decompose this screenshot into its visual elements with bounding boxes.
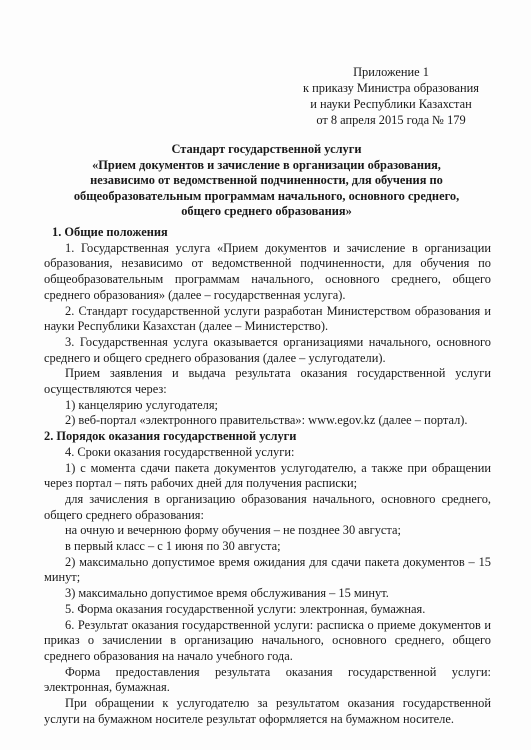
paragraph: 1. Государственная услуга «Прием документов и зачисление в организации образования, независимо от ведомственной подчиненности, для обучения по общеобразовательным программам начального, основного среднего, общего среднего образования» (далее – государственная услуга). bbox=[44, 240, 491, 302]
appendix-block bbox=[303, 64, 479, 128]
paragraph: 2. Стандарт государственной услуги разработан Министерством образования и науки Республики Казахстан (далее – Министерство). bbox=[44, 303, 491, 334]
paragraph: Форма предоставления результата оказания государственной услуги: электронная, бумажная. bbox=[44, 664, 491, 695]
paragraph: на очную и вечернюю форму обучения – не позднее 30 августа; bbox=[65, 523, 401, 538]
title-line: общего среднего образования» bbox=[181, 204, 352, 218]
paragraph: в первый класс – с 1 июня по 30 августа; bbox=[65, 539, 281, 554]
paragraph: При обращении к услугодателю за результатом оказания государственной услуги на бумажном носителе результат оформляется на бумажном носителе. bbox=[44, 696, 491, 726]
appendix-line: к приказу Министра образования bbox=[303, 81, 479, 95]
title-line: независимо от ведомственной подчиненности, для обучения по bbox=[90, 173, 443, 187]
paragraph: 2) веб-портал «электронного правительства»: www.egov.kz (далее – портал). bbox=[65, 413, 468, 428]
paragraph: 3. Государственная услуга оказывается организациями начального, основного среднего и общего среднего образования (далее – услугодатели). bbox=[44, 334, 491, 365]
paragraph: Прием заявления и выдача результата оказания государственной услуги осуществляются через: bbox=[44, 366, 491, 397]
paragraph: 5. Форма оказания государственной услуги: электронная, бумажная. bbox=[65, 601, 426, 616]
title-line: общеобразовательным программам начального, основного среднего, bbox=[73, 188, 460, 203]
section-heading: 2. Порядок оказания государственной услуги bbox=[44, 429, 297, 444]
paragraph: 3) максимально допустимое время обслуживания – 15 минут. bbox=[65, 586, 389, 601]
paragraph: 1) с момента сдачи пакета документов услугодателю, а также при обращении через портал – пять рабочих дней для получения расписки; bbox=[44, 460, 491, 491]
paragraph: для зачисления в организацию образования начального, основного среднего, общего среднего образования: bbox=[44, 491, 491, 522]
appendix-line: и науки Республики Казахстан bbox=[310, 97, 472, 111]
paragraph: 4. Сроки оказания государственной услуги: bbox=[65, 444, 295, 459]
title-line: Стандарт государственной услуги bbox=[171, 142, 362, 156]
appendix-line: Приложение 1 bbox=[353, 65, 429, 79]
title-line: «Прием документов и зачисление в организации образования, bbox=[92, 157, 441, 172]
document-title bbox=[44, 142, 489, 220]
paragraph: 2) максимально допустимое время ожидания для сдачи пакета документов – 15 минут; bbox=[44, 554, 491, 585]
paragraph: 6. Результат оказания государственной услуги: расписка о приеме документов и приказ о зачислении в организацию начального, основного среднего, общего среднего образования на начало учебного года. bbox=[44, 617, 491, 663]
document-body bbox=[44, 225, 491, 728]
section-heading: 1. Общие положения bbox=[52, 225, 168, 239]
paragraph: 1) канцелярию услугодателя; bbox=[65, 397, 218, 412]
appendix-line: от 8 апреля 2015 года № 179 bbox=[316, 113, 466, 127]
